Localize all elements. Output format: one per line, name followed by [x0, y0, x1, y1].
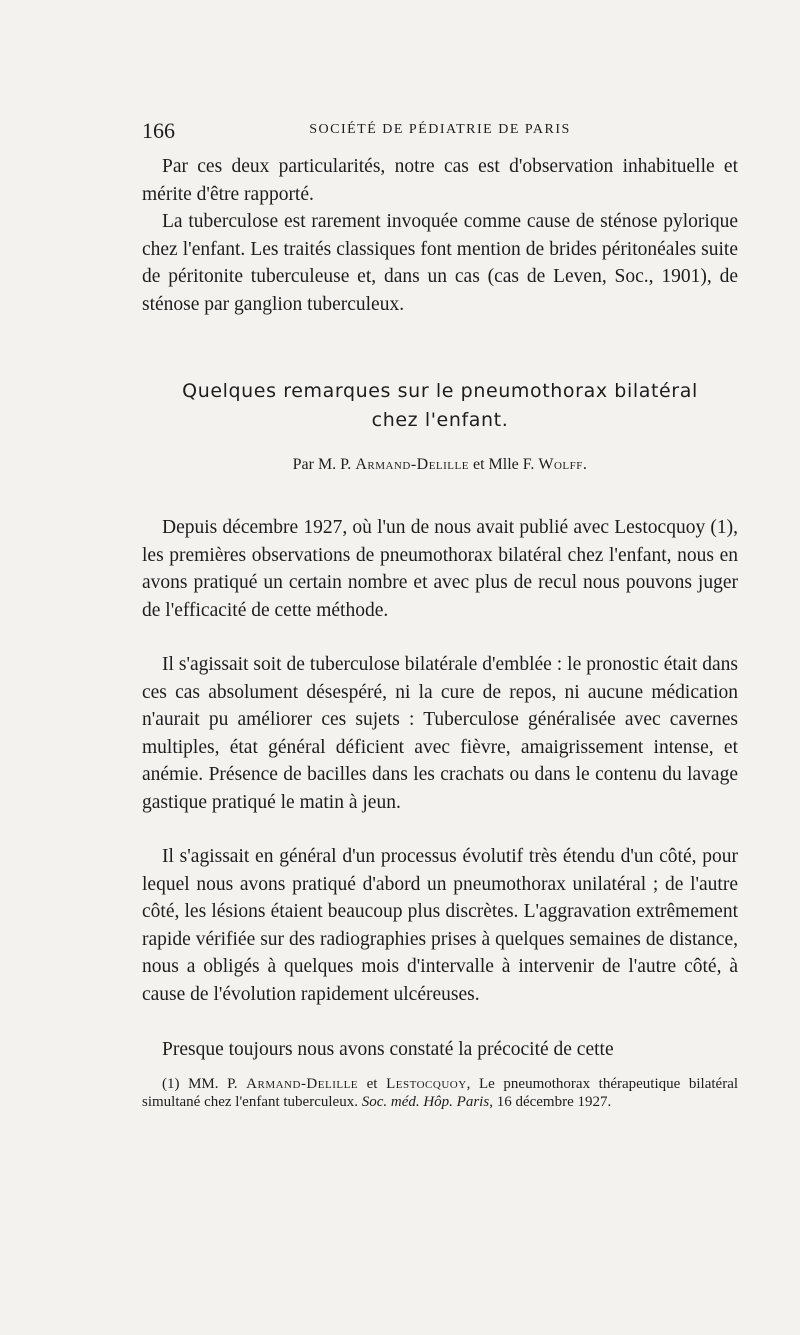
footnote — [142, 1076, 738, 1111]
intro-paragraph-1: Par ces deux particularités, notre cas est d'observation inhabituelle et mérite d'être rapporté. — [142, 156, 738, 205]
footnote-mid: et — [366, 1076, 378, 1092]
footnote-journal: Soc. méd. Hôp. Paris, — [361, 1093, 493, 1110]
footnote-prefix: (1) MM. P. — [162, 1076, 238, 1092]
body-paragraph-4: Presque toujours nous avons constaté la précocité de cette — [162, 1039, 614, 1060]
footnote-date: 16 décembre 1927. — [496, 1093, 612, 1110]
intro-paragraph-2: La tuberculose est rarement invoquée comme cause de sténose pylorique chez l'enfant. Les traités classiques font mention de brides péritonéales suite de péritonite tuberculeuse et, dans un cas (cas de Leven, Soc., 1901), de sténose par ganglion tuberculeux. — [142, 211, 738, 315]
footnote-author-2: Lestocquoy — [386, 1076, 467, 1092]
page-header — [142, 118, 738, 148]
body-paragraph-2: Il s'agissait soit de tuberculose bilatérale d'emblée : le pronostic était dans ces cas absolument désespéré, ni la cure de repos, ni aucune médication n'aurait pu améliorer ces sujets : Tuberculose généralisée avec cavernes multiples, état général déficient avec fièvre, amaigrissement intense, et anémie. Présence de bacilles dans les crachats ou dans le contenu du lavage gastique pratiqué le matin à jeun. — [142, 654, 738, 813]
page-number: 166 — [142, 118, 175, 143]
article-title-line-2: chez l'enfant. — [371, 409, 509, 431]
author-2: Wolff. — [538, 456, 588, 473]
body-paragraph-1: Depuis décembre 1927, où l'un de nous avait publié avec Lestocquoy (1), les premières observations de pneumothorax bilatéral chez l'enfant, nous en avons pratiqué un certain nombre et avec plus de recul nous pouvons juger de l'efficacité de cette méthode. — [142, 517, 738, 621]
body-paragraph-3: Il s'agissait en général d'un processus évolutif très étendu d'un côté, pour lequel nous avons pratiqué d'abord un pneumothorax unilatéral ; de l'autre côté, les lésions étaient beaucoup plus discrètes. L'aggravation extrêmement rapide vérifiée sur des radiographies prises à quelques semaines de distance, nous a obligés à quelques mois d'intervalle à intervenir de l'autre côté, à cause de l'évolution rapidement ulcéreuses. — [142, 846, 738, 1005]
footnote-text: , Le pneumothorax thérapeutique bilatéral simultané chez l'enfant tuberculeux. — [142, 1076, 739, 1110]
article-title — [142, 377, 738, 435]
running-title: SOCIÉTÉ DE PÉDIATRIE DE PARIS — [309, 122, 571, 137]
article-byline — [142, 456, 738, 474]
byline-prefix: Par M. P. — [292, 456, 352, 473]
article-title-line-1: Quelques remarques sur le pneumothorax bilatéral — [182, 380, 698, 402]
footnote-author-1: Armand-Delille — [246, 1076, 359, 1092]
author-1: Armand-Delille — [355, 456, 469, 473]
byline-mid: et Mlle F. — [472, 456, 535, 473]
